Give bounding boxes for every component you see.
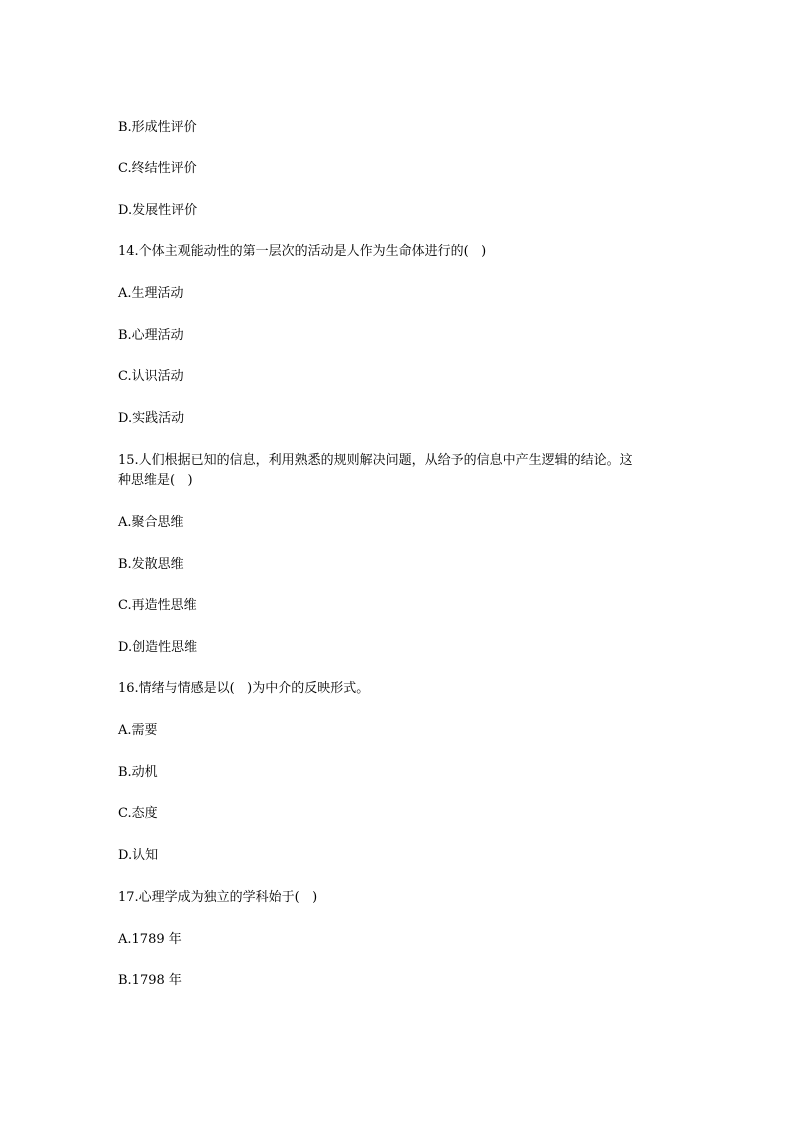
q14-option-d: D.实践活动 xyxy=(118,411,185,426)
q15-question-line1: 15.人们根据已知的信息，利用熟悉的规则解决问题，从给予的信息中产生逻辑的结论。这 xyxy=(118,453,633,468)
q17-option-a: A.1789 年 xyxy=(118,932,182,947)
q15-option-a: A.聚合思维 xyxy=(118,515,184,530)
q13-option-c: C.终结性评价 xyxy=(118,161,197,176)
q17-option-b: B.1798 年 xyxy=(118,973,182,988)
q16-option-b: B.动机 xyxy=(118,765,158,780)
q15-question-line2: 种思维是( ) xyxy=(118,473,193,488)
q16-question: 16.情绪与情感是以( )为中介的反映形式。 xyxy=(118,681,370,696)
q15-option-b: B.发散思维 xyxy=(118,557,184,572)
q17-question: 17.心理学成为独立的学科始于( ) xyxy=(118,890,318,905)
q14-option-b: B.心理活动 xyxy=(118,328,184,343)
q13-option-b: B.形成性评价 xyxy=(118,120,197,135)
q14-option-c: C.认识活动 xyxy=(118,369,184,384)
q14-question: 14.个体主观能动性的第一层次的活动是人作为生命体进行的( ) xyxy=(118,244,487,259)
q16-option-d: D.认知 xyxy=(118,848,159,863)
q15-option-d: D.创造性思维 xyxy=(118,640,198,655)
q16-option-a: A.需要 xyxy=(118,723,158,738)
q13-option-d: D.发展性评价 xyxy=(118,203,198,218)
q16-option-c: C.态度 xyxy=(118,806,158,821)
q15-option-c: C.再造性思维 xyxy=(118,598,197,613)
q14-option-a: A.生理活动 xyxy=(118,286,184,301)
